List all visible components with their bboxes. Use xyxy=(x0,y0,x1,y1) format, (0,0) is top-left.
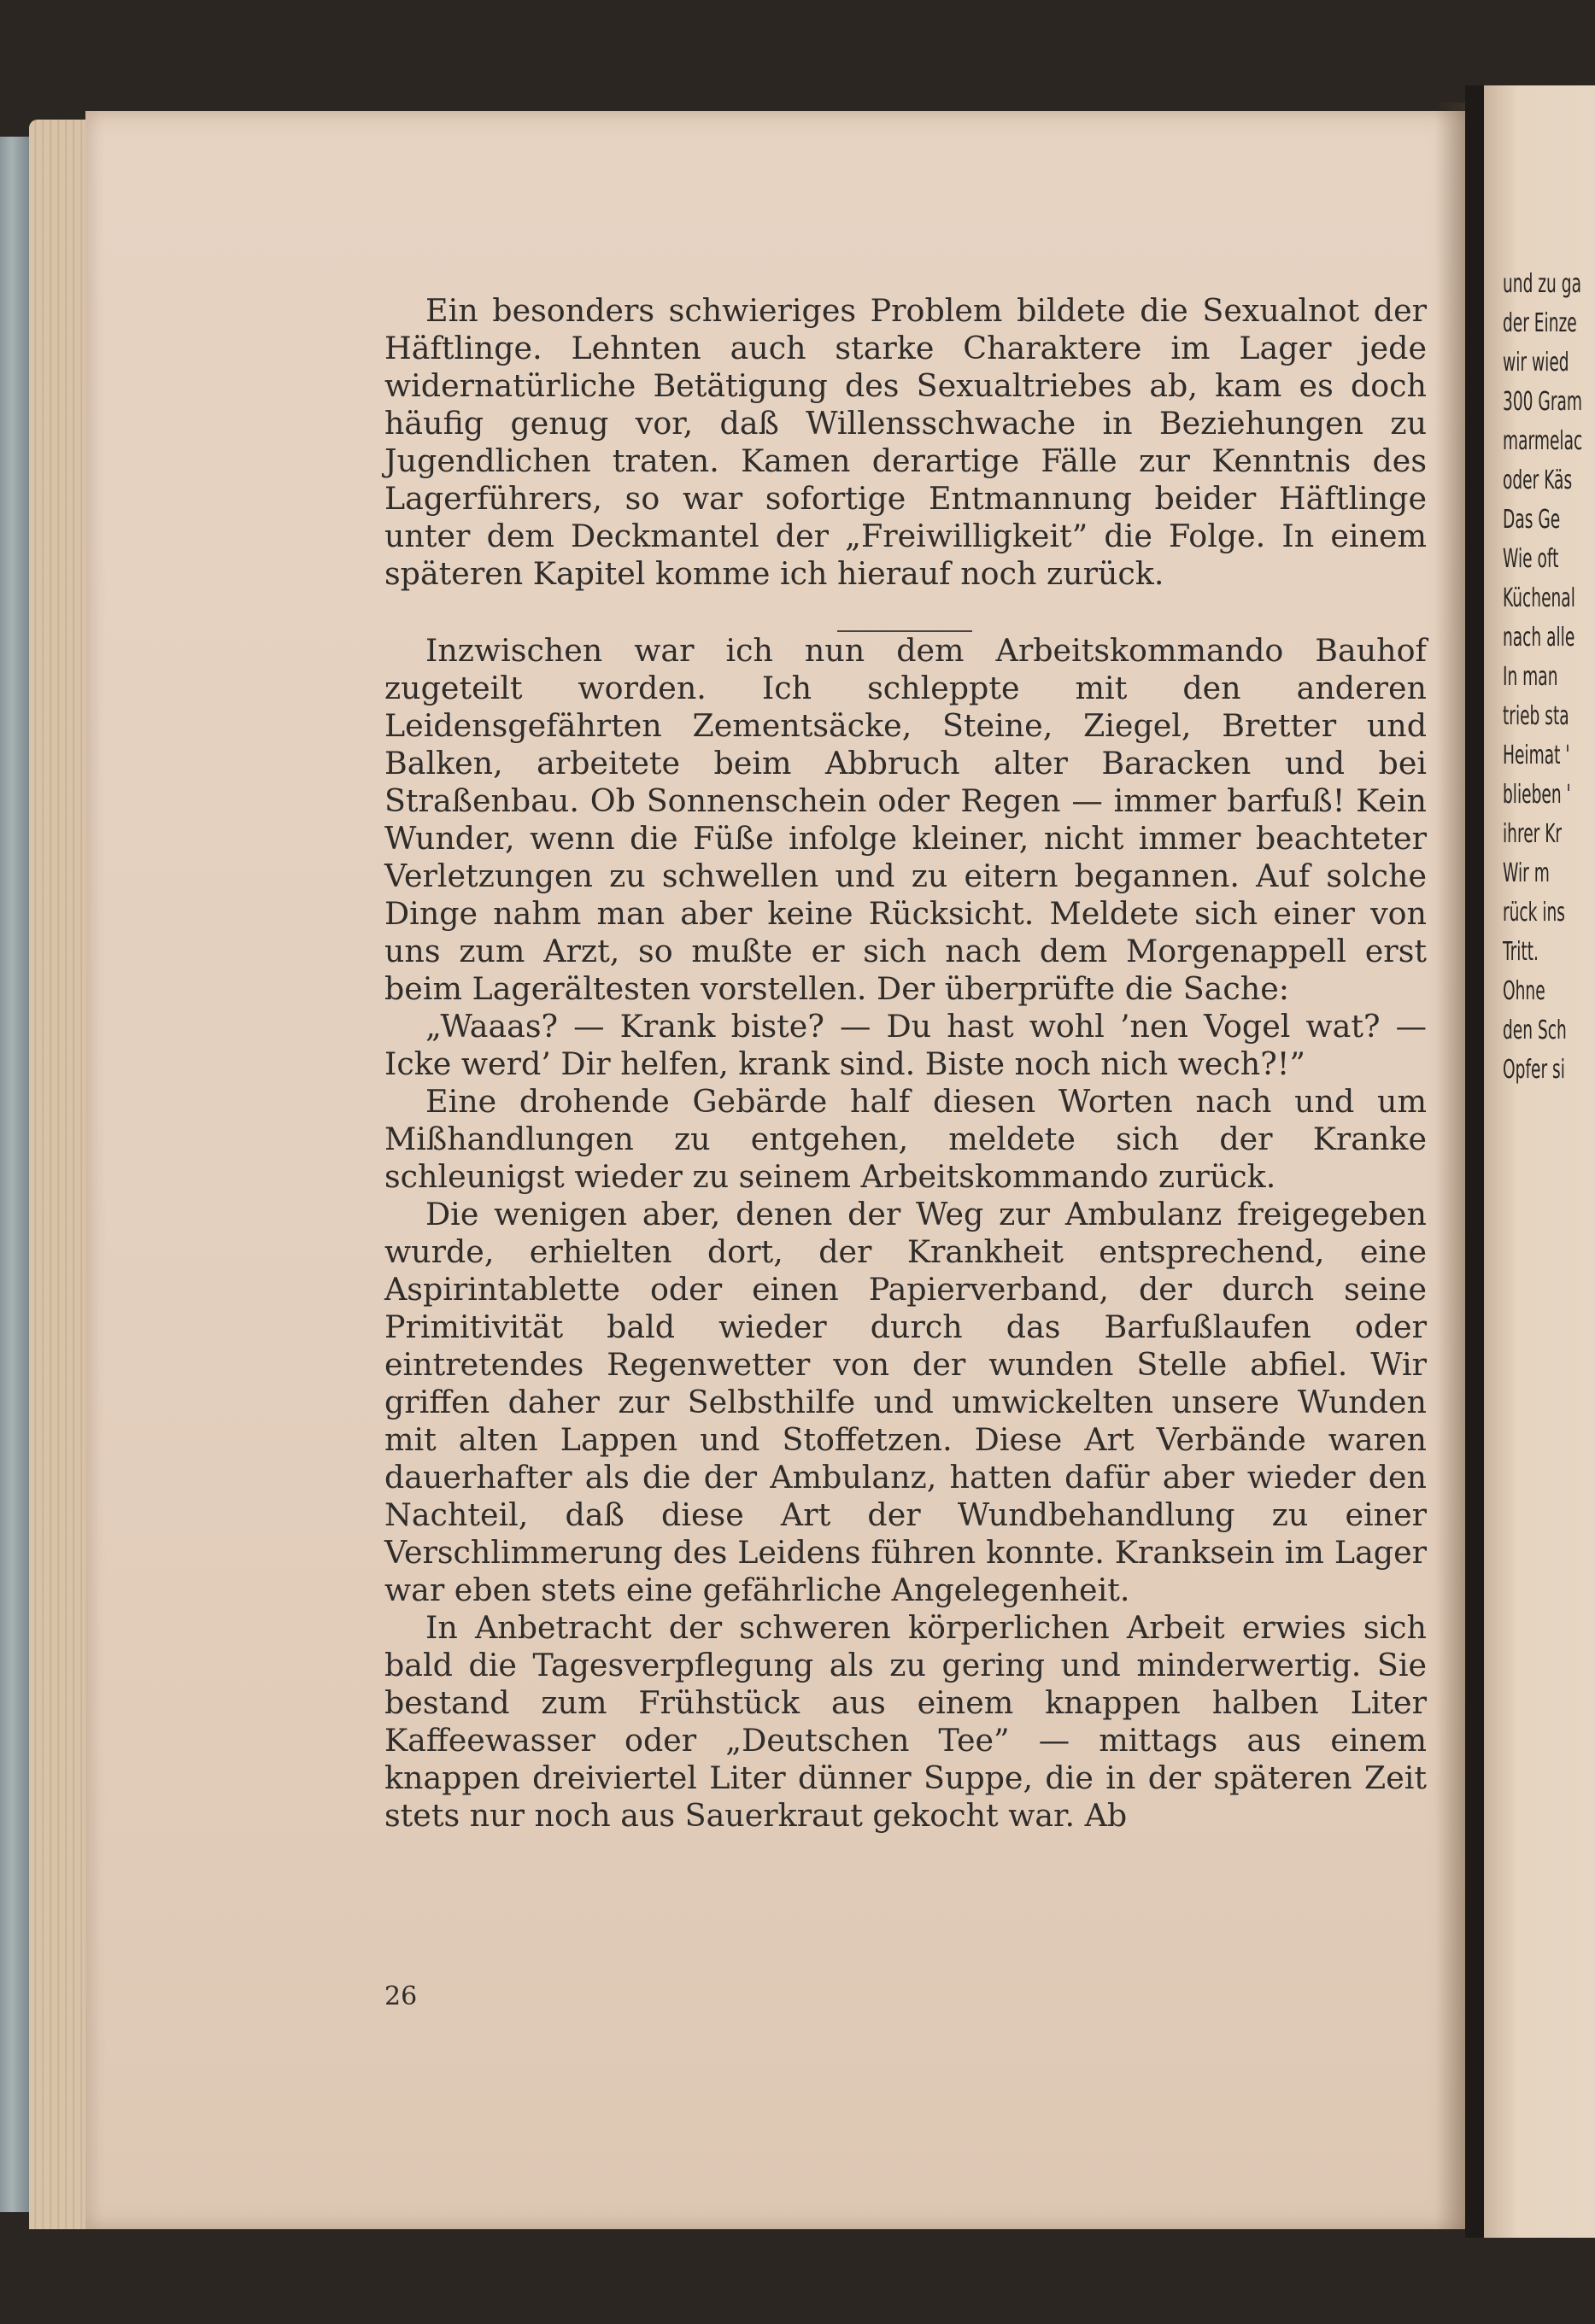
right-line: Opfer si xyxy=(1503,1055,1565,1085)
right-line: marmelac xyxy=(1503,426,1583,456)
right-line: den Sch xyxy=(1503,1016,1567,1045)
right-line: Das Ge xyxy=(1503,505,1561,535)
right-line: In man xyxy=(1503,662,1558,692)
right-line: Küchenal xyxy=(1503,583,1575,613)
right-line: Wir m xyxy=(1503,858,1550,888)
right-line: blieben ' xyxy=(1503,780,1571,810)
right-line: Wie oft xyxy=(1503,544,1559,574)
page-number: 26 xyxy=(384,1982,418,2011)
paragraph: Ein besonders schwieriges Problem bildete die Sexualnot der Häftlinge. Lehnten auch starke Charaktere im Lager jede widernatürliche Betätigung des Sexualtriebes ab, kam es doch häufig genug vor, daß Willensschwache in Beziehungen zu Jugendlichen traten. Kamen derartige Fälle zur Kenntnis des Lagerführers, so war sofortige Entmannung beider Häftlinge unter dem Deckmantel der „Freiwilligkeit” die Folge. In einem späteren Kapitel komme ich hierauf noch zurück. xyxy=(384,292,1427,592)
right-page-sliver xyxy=(1484,85,1595,2238)
right-page-text xyxy=(1503,265,1595,1090)
paragraph: Die wenigen aber, denen der Weg zur Ambulanz freigegeben wurde, erhielten dort, der Krankheit entsprechend, eine Aspirintablette oder einen Papierverband, der durch seine Primitivität bald wieder durch das Barfußlaufen oder eintretendes Regenwetter von der wunden Stelle abfiel. Wir griffen daher zur Selbsthilfe und umwickelten unsere Wunden mit alten Lappen und Stoffetzen. Diese Art Verbände waren dauerhafter als die der Ambulanz, hatten dafür aber wieder den Nachteil, daß diese Art der Wundbehandlung zu einer Verschlimmerung des Leidens führen konnte. Kranksein im Lager war eben stets eine gefährliche Angelegenheit. xyxy=(384,1196,1427,1608)
right-line: ihrer Kr xyxy=(1503,819,1563,849)
page-fold-gap xyxy=(1465,85,1484,2238)
right-line: der Einze xyxy=(1503,308,1577,338)
paragraph: In Anbetracht der schweren körperlichen Arbeit erwies sich bald die Tagesverpflegung als zu gering und minderwertig. Sie bestand zum Frühstück aus einem knappen halben Liter Kaffeewasser oder „Deutschen Tee” — mittags aus einem knappen dreiviertel Liter dünner Suppe, die in der späteren Zeit stets nur noch aus Sauerkraut gekocht war. Ab xyxy=(384,1609,1427,1834)
book-spine-edge xyxy=(0,137,29,2212)
page-body-text xyxy=(384,292,1427,1835)
paragraph: Eine drohende Gebärde half diesen Worten nach und um Mißhandlungen zu entgehen, meldete sich der Kranke schleunigst wieder zu seinem Arbeitskommando zurück. xyxy=(384,1083,1427,1195)
right-line: Heimat ' xyxy=(1503,741,1570,770)
right-line: oder Käs xyxy=(1503,465,1573,495)
right-line: Tritt. xyxy=(1503,937,1539,967)
right-line: und zu ga xyxy=(1503,269,1581,299)
paragraph: „Waaas? — Krank biste? — Du hast wohl ’nen Vogel wat? — Icke werd’ Dir helfen, krank sind. Biste noch nich wech?!” xyxy=(384,1008,1427,1082)
right-line: trieb sta xyxy=(1503,701,1569,731)
paragraph: Inzwischen war ich nun dem Arbeitskommando Bauhof zugeteilt worden. Ich schleppte mit den anderen Leidensgefährten Zementsäcke, Steine, Ziegel, Bretter und Balken, arbeitete beim Abbruch alter Baracken und bei Straßenbau. Ob Sonnenschein oder Regen — immer barfuß! Kein Wunder, wenn die Füße infolge kleiner, nicht immer beachteter Verletzungen zu schwellen und zu eitern begannen. Auf solche Dinge nahm man aber keine Rücksicht. Meldete sich einer von uns zum Arzt, so mußte er sich nach dem Morgenappell erst beim Lagerältesten vorstellen. Der überprüfte die Sache: xyxy=(384,632,1427,1007)
right-line: nach alle xyxy=(1503,623,1575,653)
right-line: rück ins xyxy=(1503,898,1565,928)
right-line: 300 Gram xyxy=(1503,387,1582,417)
right-line: wir wied xyxy=(1503,348,1569,378)
right-line: Ohne xyxy=(1503,976,1545,1006)
